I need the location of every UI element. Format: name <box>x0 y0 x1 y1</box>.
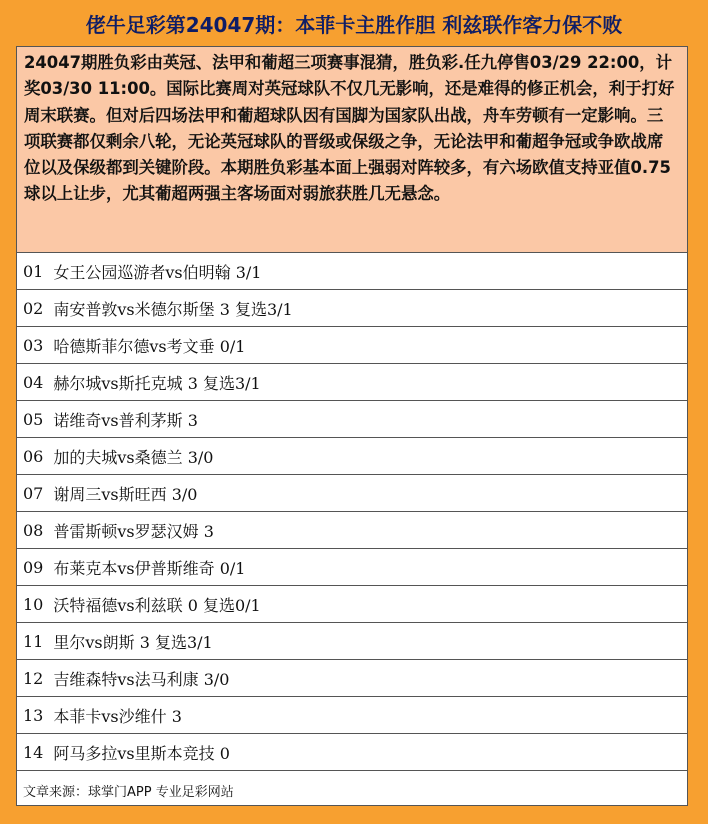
match-row <box>17 290 687 327</box>
match-number: 10 <box>23 594 44 614</box>
match-row <box>17 549 687 586</box>
match-number: 01 <box>23 261 44 281</box>
match-text: 加的夫城vs桑德兰 3/0 <box>53 447 214 467</box>
content-panel <box>16 46 688 806</box>
match-number: 14 <box>23 742 44 762</box>
match-row <box>17 586 687 623</box>
page-title: 佬牛足彩第24047期：本菲卡主胜作胆 利兹联作客力保不败 <box>85 12 623 37</box>
match-text: 普雷斯顿vs罗瑟汉姆 3 <box>53 521 214 541</box>
match-row <box>17 660 687 697</box>
match-row <box>17 438 687 475</box>
match-number: 06 <box>23 446 44 466</box>
match-text: 吉维森特vs法马利康 3/0 <box>53 669 230 689</box>
source-footer: 文章来源：球掌门APP 专业足彩网站 <box>23 784 234 800</box>
match-number: 03 <box>23 335 44 355</box>
match-row <box>17 512 687 549</box>
match-row <box>17 253 687 290</box>
match-row <box>17 697 687 734</box>
match-row <box>17 623 687 660</box>
match-number: 11 <box>23 631 44 651</box>
match-row <box>17 734 687 771</box>
match-number: 04 <box>23 372 44 392</box>
match-number: 08 <box>23 520 44 540</box>
match-text: 女王公园巡游者vs伯明翰 3/1 <box>53 262 262 282</box>
match-row <box>17 327 687 364</box>
match-number: 09 <box>23 557 44 577</box>
match-number: 12 <box>23 668 44 688</box>
match-row <box>17 475 687 512</box>
match-number: 13 <box>23 705 44 725</box>
match-text: 里尔vs朗斯 3 复选3/1 <box>53 632 213 652</box>
match-list <box>17 253 687 771</box>
match-row <box>17 401 687 438</box>
match-number: 02 <box>23 298 44 318</box>
match-text: 哈德斯菲尔德vs考文垂 0/1 <box>53 336 246 356</box>
match-number: 07 <box>23 483 44 503</box>
match-text: 布莱克本vs伊普斯维奇 0/1 <box>53 558 246 578</box>
match-text: 阿马多拉vs里斯本竞技 0 <box>53 743 230 763</box>
intro-paragraph: 24047期胜负彩由英冠、法甲和葡超三项赛事混猜，胜负彩.任九停售03/29 22:00，计奖03/30 11:00。国际比赛周对英冠球队不仅几无影响，还是难得的修正机会，利于打好周末联赛。但对后四场法甲和葡超球队因有国脚为国家队出战，舟车劳顿有一定影响。三项联赛都仅剩余八轮，无论英冠球队的晋级或保级之争，无论法甲和葡超争冠或争欧战席位以及保级都到关键阶段。本期胜负彩基本面上强弱对阵较多，有六场欧值支持亚值0.75球以上让步，尤其葡超两强主客场面对弱旅获胜几无悬念。 <box>17 47 687 253</box>
match-text: 沃特福德vs利兹联 0 复选0/1 <box>53 595 261 615</box>
match-text: 本菲卡vs沙维什 3 <box>53 706 182 726</box>
match-text: 赫尔城vs斯托克城 3 复选3/1 <box>53 373 261 393</box>
match-number: 05 <box>23 409 44 429</box>
match-text: 南安普敦vs米德尔斯堡 3 复选3/1 <box>53 299 293 319</box>
match-text: 诺维奇vs普利茅斯 3 <box>53 410 198 430</box>
match-text: 谢周三vs斯旺西 3/0 <box>53 484 198 504</box>
match-row <box>17 364 687 401</box>
